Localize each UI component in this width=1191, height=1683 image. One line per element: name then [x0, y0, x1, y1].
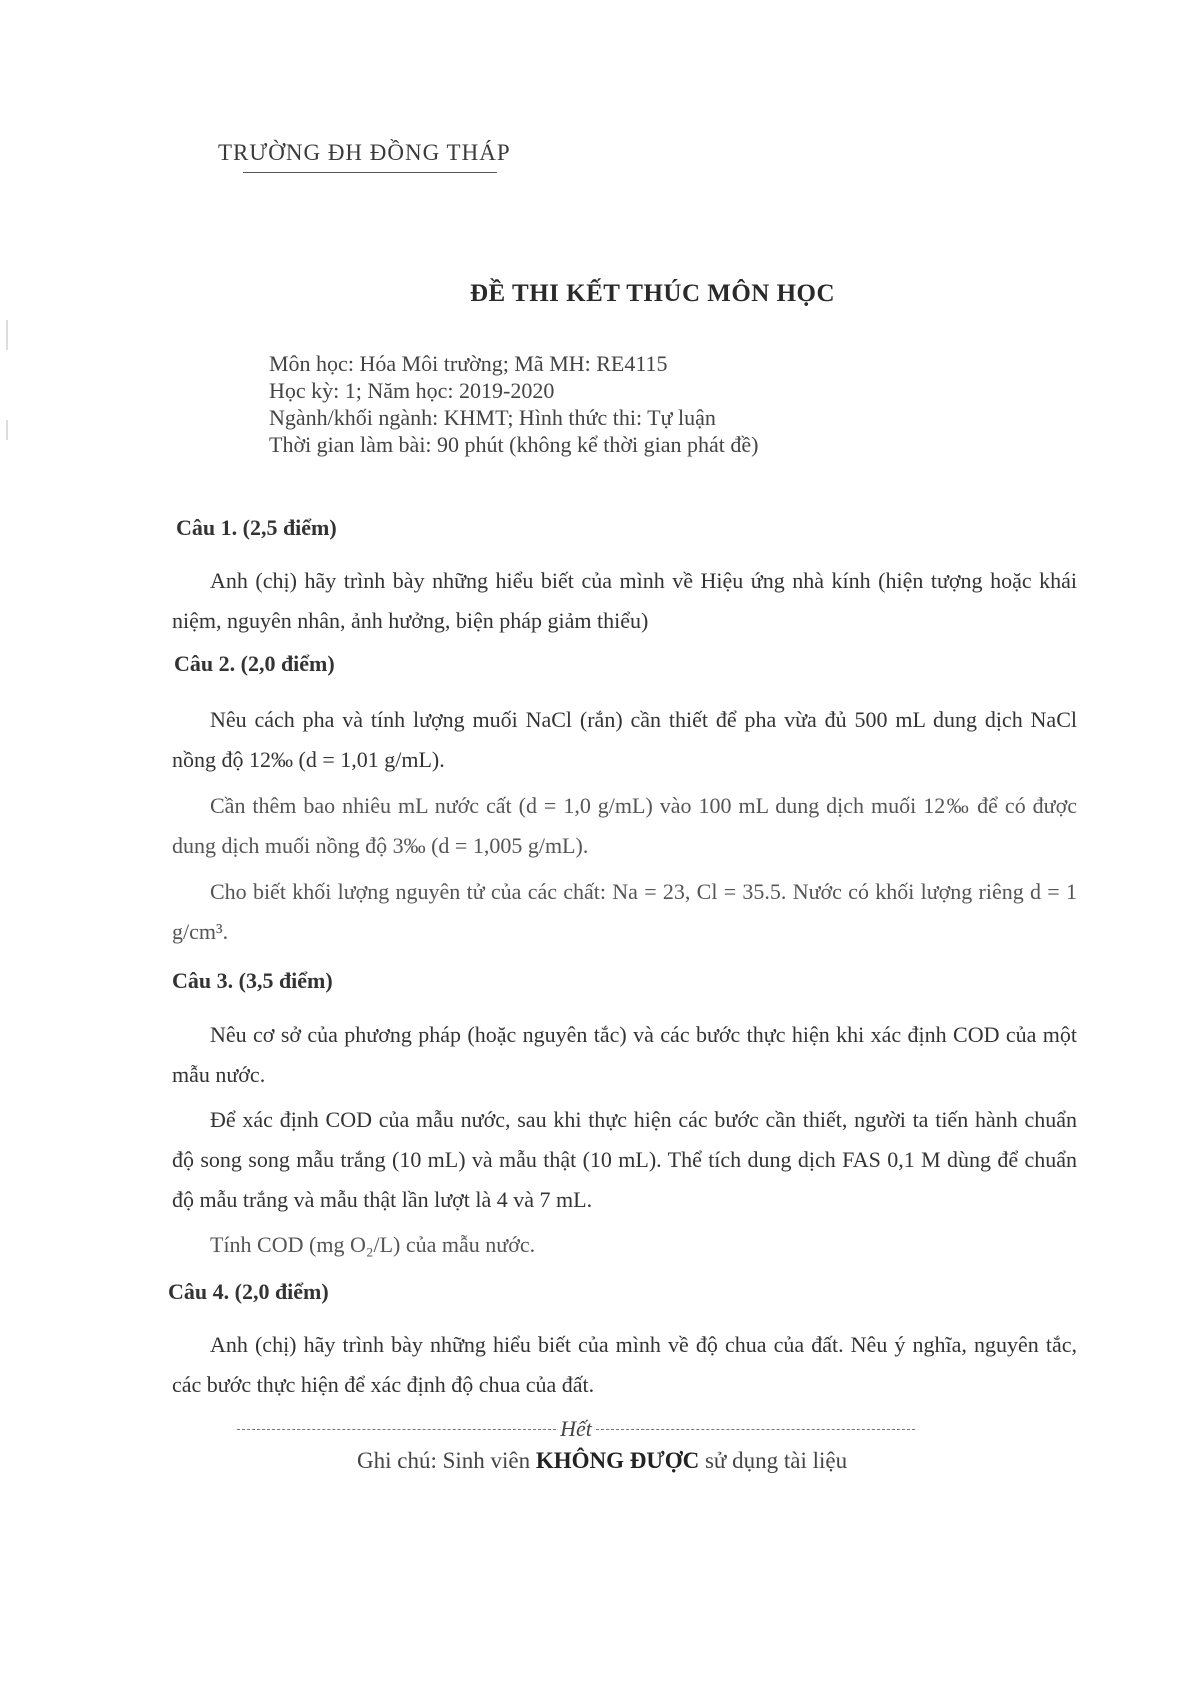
end-of-exam-line — [237, 1416, 915, 1442]
question-1-heading: Câu 1. (2,5 điểm) — [176, 515, 337, 540]
info-duration: Thời gian làm bài: 90 phút (không kể thời gian phát đề) — [269, 432, 759, 457]
school-underline — [243, 172, 497, 173]
info-major: Ngành/khối ngành: KHMT; Hình thức thi: Tự luận — [269, 405, 716, 430]
question-4-text: Anh (chị) hãy trình bày những hiểu biết của mình về độ chua của đất. Nêu ý nghĩa, nguyên tắc, các bước thực hiện để xác định độ chua của đất. — [172, 1332, 1077, 1397]
note-emphasis: KHÔNG ĐƯỢC — [535, 1448, 700, 1473]
scan-edge-mark — [6, 420, 8, 440]
note-suffix: sử dụng tài liệu — [699, 1448, 848, 1473]
info-subject: Môn học: Hóa Môi trường; Mã MH: RE4115 — [269, 351, 668, 376]
exam-title: ĐỀ THI KẾT THÚC MÔN HỌC — [470, 280, 836, 307]
end-dash-right — [596, 1429, 915, 1430]
info-semester: Học kỳ: 1; Năm học: 2019-2020 — [269, 378, 555, 403]
question-1-text: Anh (chị) hãy trình bày những hiểu biết của mình về Hiệu ứng nhà kính (hiện tượng hoặc khái niệm, nguyên nhân, ảnh hưởng, biện pháp giảm thiểu) — [172, 568, 1077, 633]
school-name: TRƯỜNG ĐH ĐỒNG THÁP — [218, 140, 511, 165]
question-3-heading: Câu 3. (3,5 điểm) — [172, 968, 333, 993]
footer-note — [357, 1448, 847, 1474]
scan-edge-mark — [6, 320, 8, 350]
end-dash-left — [237, 1429, 556, 1430]
question-2-text-1: Nêu cách pha và tính lượng muối NaCl (rắn) cần thiết để pha vừa đủ 500 mL dung dịch NaCl nồng độ 12‰ (d = 1,01 g/mL). — [172, 707, 1077, 772]
question-2-text-3: Cho biết khối lượng nguyên tử của các chất: Na = 23, Cl = 35.5. Nước có khối lượng riêng d = 1 g/cm³. — [172, 879, 1077, 944]
note-prefix: Ghi chú: Sinh viên — [357, 1448, 536, 1473]
question-3-text-1: Nêu cơ sở của phương pháp (hoặc nguyên tắc) và các bước thực hiện khi xác định COD của một mẫu nước. — [172, 1022, 1077, 1087]
question-3-text-2: Để xác định COD của mẫu nước, sau khi thực hiện các bước cần thiết, người ta tiến hành chuẩn độ song song mẫu trắng (10 mL) và mẫu thật (10 mL). Thể tích dung dịch FAS 0,1 M dùng để chuẩn độ mẫu trắng và mẫu thật lần lượt là 4 và 7 mL. — [172, 1107, 1077, 1212]
end-word: Hết — [560, 1416, 592, 1441]
question-2-text-2: Cần thêm bao nhiêu mL nước cất (d = 1,0 g/mL) vào 100 mL dung dịch muối 12‰ để có được dung dịch muối nồng độ 3‰ (d = 1,005 g/mL). — [172, 793, 1077, 858]
question-4-heading: Câu 4. (2,0 điểm) — [168, 1279, 329, 1304]
question-3-text-3: Tính COD (mg O₂/L) của mẫu nước. — [210, 1232, 536, 1257]
exam-info — [269, 350, 758, 458]
question-2-heading: Câu 2. (2,0 điểm) — [174, 651, 335, 676]
